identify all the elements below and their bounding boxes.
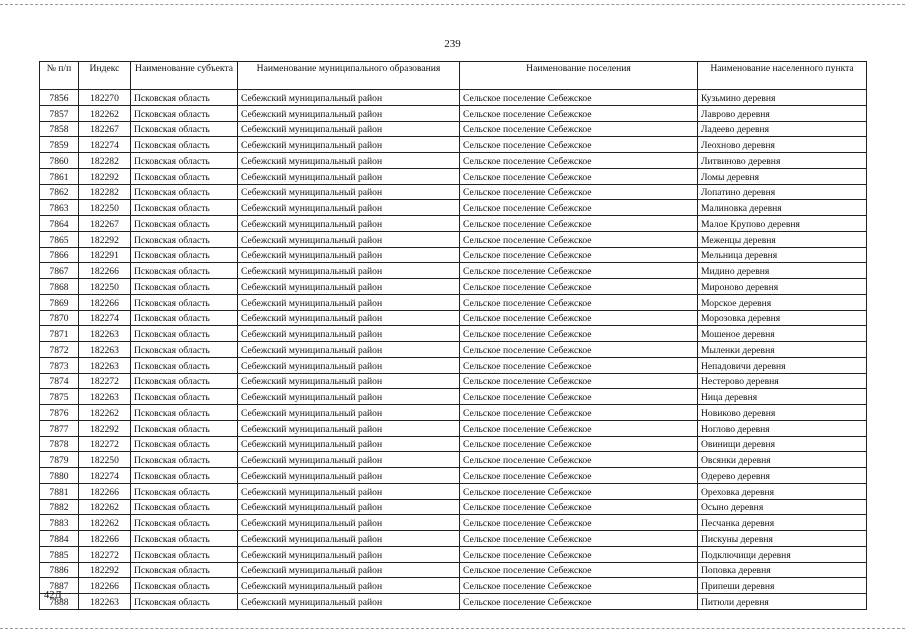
cell-locality: Мироново деревня (698, 279, 867, 295)
cell-index: 182262 (79, 515, 131, 531)
table-header (40, 62, 867, 90)
cell-index: 182272 (79, 436, 131, 452)
cell-index: 182262 (79, 405, 131, 421)
table-row (40, 310, 867, 326)
cell-index: 182292 (79, 562, 131, 578)
cell-settlement: Сельское поселение Себежское (460, 137, 698, 153)
cell-index: 182266 (79, 294, 131, 310)
cell-number: 7866 (40, 247, 79, 263)
cell-settlement: Сельское поселение Себежское (460, 594, 698, 610)
cell-subject: Псковская область (131, 373, 238, 389)
header-cell-municipality: Наименование муниципального образования (238, 62, 460, 90)
table-row (40, 357, 867, 373)
table-row (40, 499, 867, 515)
cell-municipality: Себежский муниципальный район (238, 515, 460, 531)
cell-municipality: Себежский муниципальный район (238, 531, 460, 547)
cell-locality: Ладеево деревня (698, 121, 867, 137)
cell-municipality: Себежский муниципальный район (238, 452, 460, 468)
cell-locality: Подключищи деревня (698, 546, 867, 562)
cell-municipality: Себежский муниципальный район (238, 420, 460, 436)
cell-index: 182263 (79, 326, 131, 342)
cell-number: 7857 (40, 105, 79, 121)
cell-index: 182282 (79, 184, 131, 200)
cell-locality: Морозовка деревня (698, 310, 867, 326)
cell-subject: Псковская область (131, 231, 238, 247)
cell-locality: Мыленки деревня (698, 342, 867, 358)
cell-municipality: Себежский муниципальный район (238, 137, 460, 153)
cell-municipality: Себежский муниципальный район (238, 121, 460, 137)
cell-subject: Псковская область (131, 594, 238, 610)
cell-municipality: Себежский муниципальный район (238, 436, 460, 452)
cell-index: 182274 (79, 468, 131, 484)
cell-index: 182292 (79, 231, 131, 247)
table-row (40, 342, 867, 358)
cell-locality: Малое Крупово деревня (698, 216, 867, 232)
header-cell-settlement: Наименование поселения (460, 62, 698, 90)
cell-locality: Осыно деревня (698, 499, 867, 515)
cell-subject: Псковская область (131, 420, 238, 436)
cell-settlement: Сельское поселение Себежское (460, 105, 698, 121)
cell-number: 7860 (40, 153, 79, 169)
cell-locality: Питюли деревня (698, 594, 867, 610)
cell-index: 182266 (79, 483, 131, 499)
cell-locality: Кузьмино деревня (698, 90, 867, 106)
cell-municipality: Себежский муниципальный район (238, 279, 460, 295)
cell-number: 7875 (40, 389, 79, 405)
table-row (40, 546, 867, 562)
cell-index: 182266 (79, 531, 131, 547)
table-row (40, 137, 867, 153)
cell-number: 7877 (40, 420, 79, 436)
cell-municipality: Себежский муниципальный район (238, 357, 460, 373)
cell-settlement: Сельское поселение Себежское (460, 200, 698, 216)
cell-index: 182274 (79, 310, 131, 326)
cell-settlement: Сельское поселение Себежское (460, 357, 698, 373)
cell-locality: Леохново деревня (698, 137, 867, 153)
cell-locality: Пискуны деревня (698, 531, 867, 547)
cell-index: 182262 (79, 499, 131, 515)
cell-index: 182272 (79, 373, 131, 389)
cell-number: 7881 (40, 483, 79, 499)
cell-subject: Псковская область (131, 184, 238, 200)
cell-number: 7859 (40, 137, 79, 153)
cell-number: 7869 (40, 294, 79, 310)
cell-settlement: Сельское поселение Себежское (460, 231, 698, 247)
cell-locality: Нестерово деревня (698, 373, 867, 389)
cell-subject: Псковская область (131, 468, 238, 484)
cell-index: 182270 (79, 90, 131, 106)
cell-subject: Псковская область (131, 578, 238, 594)
cell-index: 182263 (79, 342, 131, 358)
table-row (40, 153, 867, 169)
cell-settlement: Сельское поселение Себежское (460, 389, 698, 405)
cell-settlement: Сельское поселение Себежское (460, 420, 698, 436)
cell-settlement: Сельское поселение Себежское (460, 468, 698, 484)
table-body (40, 90, 867, 610)
cell-subject: Псковская область (131, 263, 238, 279)
cell-number: 7880 (40, 468, 79, 484)
cell-locality: Ломы деревня (698, 168, 867, 184)
cell-subject: Псковская область (131, 90, 238, 106)
cell-number: 7863 (40, 200, 79, 216)
cell-number: 7886 (40, 562, 79, 578)
cell-settlement: Сельское поселение Себежское (460, 499, 698, 515)
cell-number: 7882 (40, 499, 79, 515)
cell-subject: Псковская область (131, 483, 238, 499)
cell-number: 7876 (40, 405, 79, 421)
cell-municipality: Себежский муниципальный район (238, 562, 460, 578)
table-row (40, 452, 867, 468)
cell-settlement: Сельское поселение Себежское (460, 578, 698, 594)
cell-municipality: Себежский муниципальный район (238, 499, 460, 515)
cell-index: 182266 (79, 578, 131, 594)
table-row (40, 531, 867, 547)
table-row (40, 184, 867, 200)
table-row (40, 594, 867, 610)
cell-subject: Псковская область (131, 326, 238, 342)
cell-locality: Песчанка деревня (698, 515, 867, 531)
cell-number: 7873 (40, 357, 79, 373)
cell-settlement: Сельское поселение Себежское (460, 483, 698, 499)
table-row (40, 515, 867, 531)
cell-subject: Псковская область (131, 137, 238, 153)
header-cell-locality: Наименование населенного пункта (698, 62, 867, 90)
cell-subject: Псковская область (131, 216, 238, 232)
cell-subject: Псковская область (131, 405, 238, 421)
cell-number: 7862 (40, 184, 79, 200)
table-row (40, 216, 867, 232)
cell-locality: Мидино деревня (698, 263, 867, 279)
cell-settlement: Сельское поселение Себежское (460, 342, 698, 358)
cell-number: 7888 (40, 594, 79, 610)
table-row (40, 405, 867, 421)
cell-subject: Псковская область (131, 562, 238, 578)
cell-locality: Литвиново деревня (698, 153, 867, 169)
cell-municipality: Себежский муниципальный район (238, 294, 460, 310)
cell-municipality: Себежский муниципальный район (238, 594, 460, 610)
cell-subject: Псковская область (131, 168, 238, 184)
cell-locality: Новиково деревня (698, 405, 867, 421)
cell-settlement: Сельское поселение Себежское (460, 168, 698, 184)
cell-locality: Поповка деревня (698, 562, 867, 578)
cell-municipality: Себежский муниципальный район (238, 231, 460, 247)
cell-subject: Псковская область (131, 247, 238, 263)
footer-code: 42Д (44, 590, 62, 601)
cell-number: 7868 (40, 279, 79, 295)
cell-number: 7864 (40, 216, 79, 232)
table-row (40, 468, 867, 484)
table-row (40, 247, 867, 263)
cell-settlement: Сельское поселение Себежское (460, 90, 698, 106)
header-cell-number: № п/п (40, 62, 79, 90)
table-row (40, 578, 867, 594)
cell-number: 7867 (40, 263, 79, 279)
table-row (40, 562, 867, 578)
cell-settlement: Сельское поселение Себежское (460, 562, 698, 578)
cell-subject: Псковская область (131, 546, 238, 562)
cell-settlement: Сельское поселение Себежское (460, 121, 698, 137)
cell-subject: Псковская область (131, 121, 238, 137)
cell-index: 182272 (79, 546, 131, 562)
cell-municipality: Себежский муниципальный район (238, 326, 460, 342)
cell-subject: Псковская область (131, 499, 238, 515)
cell-number: 7878 (40, 436, 79, 452)
cell-settlement: Сельское поселение Себежское (460, 531, 698, 547)
cell-locality: Овсянки деревня (698, 452, 867, 468)
header-row (40, 62, 867, 90)
cell-subject: Псковская область (131, 153, 238, 169)
cell-subject: Псковская область (131, 310, 238, 326)
cell-subject: Псковская область (131, 200, 238, 216)
table-row (40, 373, 867, 389)
cell-locality: Меженцы деревня (698, 231, 867, 247)
cell-municipality: Себежский муниципальный район (238, 90, 460, 106)
cell-municipality: Себежский муниципальный район (238, 373, 460, 389)
cell-municipality: Себежский муниципальный район (238, 153, 460, 169)
cell-settlement: Сельское поселение Себежское (460, 279, 698, 295)
cell-index: 182292 (79, 168, 131, 184)
table-row (40, 389, 867, 405)
table-row (40, 294, 867, 310)
cell-index: 182263 (79, 594, 131, 610)
header-cell-index: Индекс (79, 62, 131, 90)
cell-municipality: Себежский муниципальный район (238, 468, 460, 484)
cell-municipality: Себежский муниципальный район (238, 405, 460, 421)
cell-municipality: Себежский муниципальный район (238, 216, 460, 232)
table-row (40, 200, 867, 216)
cell-number: 7872 (40, 342, 79, 358)
cell-index: 182291 (79, 247, 131, 263)
cell-locality: Малиновка деревня (698, 200, 867, 216)
cell-settlement: Сельское поселение Себежское (460, 515, 698, 531)
cell-municipality: Себежский муниципальный район (238, 200, 460, 216)
cell-subject: Псковская область (131, 531, 238, 547)
cell-number: 7861 (40, 168, 79, 184)
cell-locality: Лаврово деревня (698, 105, 867, 121)
cell-settlement: Сельское поселение Себежское (460, 294, 698, 310)
cell-municipality: Себежский муниципальный район (238, 184, 460, 200)
table-row (40, 105, 867, 121)
table-row (40, 436, 867, 452)
cell-index: 182250 (79, 200, 131, 216)
cell-subject: Псковская область (131, 342, 238, 358)
cell-index: 182250 (79, 452, 131, 468)
cell-index: 182262 (79, 105, 131, 121)
cell-settlement: Сельское поселение Себежское (460, 436, 698, 452)
cell-settlement: Сельское поселение Себежское (460, 373, 698, 389)
cell-locality: Припеши деревня (698, 578, 867, 594)
scan-edge-top (0, 4, 905, 5)
cell-index: 182263 (79, 357, 131, 373)
cell-settlement: Сельское поселение Себежское (460, 184, 698, 200)
cell-subject: Псковская область (131, 389, 238, 405)
cell-locality: Одерево деревня (698, 468, 867, 484)
cell-number: 7887 (40, 578, 79, 594)
cell-index: 182267 (79, 121, 131, 137)
cell-number: 7858 (40, 121, 79, 137)
cell-locality: Овинищи деревня (698, 436, 867, 452)
cell-locality: Ница деревня (698, 389, 867, 405)
cell-index: 182263 (79, 389, 131, 405)
table-row (40, 263, 867, 279)
table-row (40, 121, 867, 137)
cell-municipality: Себежский муниципальный район (238, 263, 460, 279)
cell-settlement: Сельское поселение Себежское (460, 247, 698, 263)
cell-locality: Ореховка деревня (698, 483, 867, 499)
cell-settlement: Сельское поселение Себежское (460, 452, 698, 468)
table-row (40, 90, 867, 106)
scan-edge-bottom (0, 628, 905, 629)
cell-locality: Лопатино деревня (698, 184, 867, 200)
cell-number: 7856 (40, 90, 79, 106)
cell-settlement: Сельское поселение Себежское (460, 153, 698, 169)
cell-number: 7879 (40, 452, 79, 468)
header-cell-subject: Наименование субъекта (131, 62, 238, 90)
cell-locality: Мошеное деревня (698, 326, 867, 342)
cell-municipality: Себежский муниципальный район (238, 310, 460, 326)
cell-index: 182267 (79, 216, 131, 232)
cell-number: 7870 (40, 310, 79, 326)
cell-subject: Псковская область (131, 515, 238, 531)
cell-municipality: Себежский муниципальный район (238, 342, 460, 358)
table-row (40, 279, 867, 295)
cell-number: 7884 (40, 531, 79, 547)
cell-municipality: Себежский муниципальный район (238, 578, 460, 594)
cell-settlement: Сельское поселение Себежское (460, 326, 698, 342)
cell-subject: Псковская область (131, 279, 238, 295)
cell-settlement: Сельское поселение Себежское (460, 546, 698, 562)
cell-number: 7883 (40, 515, 79, 531)
cell-municipality: Себежский муниципальный район (238, 483, 460, 499)
cell-index: 182250 (79, 279, 131, 295)
table-row (40, 326, 867, 342)
page-number: 239 (444, 38, 461, 50)
cell-settlement: Сельское поселение Себежское (460, 263, 698, 279)
cell-locality: Мельница деревня (698, 247, 867, 263)
table-row (40, 231, 867, 247)
cell-index: 182282 (79, 153, 131, 169)
cell-settlement: Сельское поселение Себежское (460, 216, 698, 232)
cell-subject: Псковская область (131, 436, 238, 452)
table-row (40, 168, 867, 184)
cell-subject: Псковская область (131, 294, 238, 310)
cell-locality: Морское деревня (698, 294, 867, 310)
cell-settlement: Сельское поселение Себежское (460, 310, 698, 326)
cell-municipality: Себежский муниципальный район (238, 105, 460, 121)
cell-index: 182292 (79, 420, 131, 436)
cell-municipality: Себежский муниципальный район (238, 546, 460, 562)
cell-locality: Ноглово деревня (698, 420, 867, 436)
table-row (40, 420, 867, 436)
cell-number: 7885 (40, 546, 79, 562)
cell-locality: Непадовичи деревня (698, 357, 867, 373)
cell-municipality: Себежский муниципальный район (238, 247, 460, 263)
cell-municipality: Себежский муниципальный район (238, 168, 460, 184)
cell-subject: Псковская область (131, 357, 238, 373)
table-row (40, 483, 867, 499)
cell-settlement: Сельское поселение Себежское (460, 405, 698, 421)
cell-number: 7865 (40, 231, 79, 247)
cell-subject: Псковская область (131, 452, 238, 468)
cell-subject: Псковская область (131, 105, 238, 121)
cell-number: 7874 (40, 373, 79, 389)
cell-municipality: Себежский муниципальный район (238, 389, 460, 405)
cell-number: 7871 (40, 326, 79, 342)
settlements-table (39, 61, 867, 610)
cell-index: 182274 (79, 137, 131, 153)
cell-index: 182266 (79, 263, 131, 279)
